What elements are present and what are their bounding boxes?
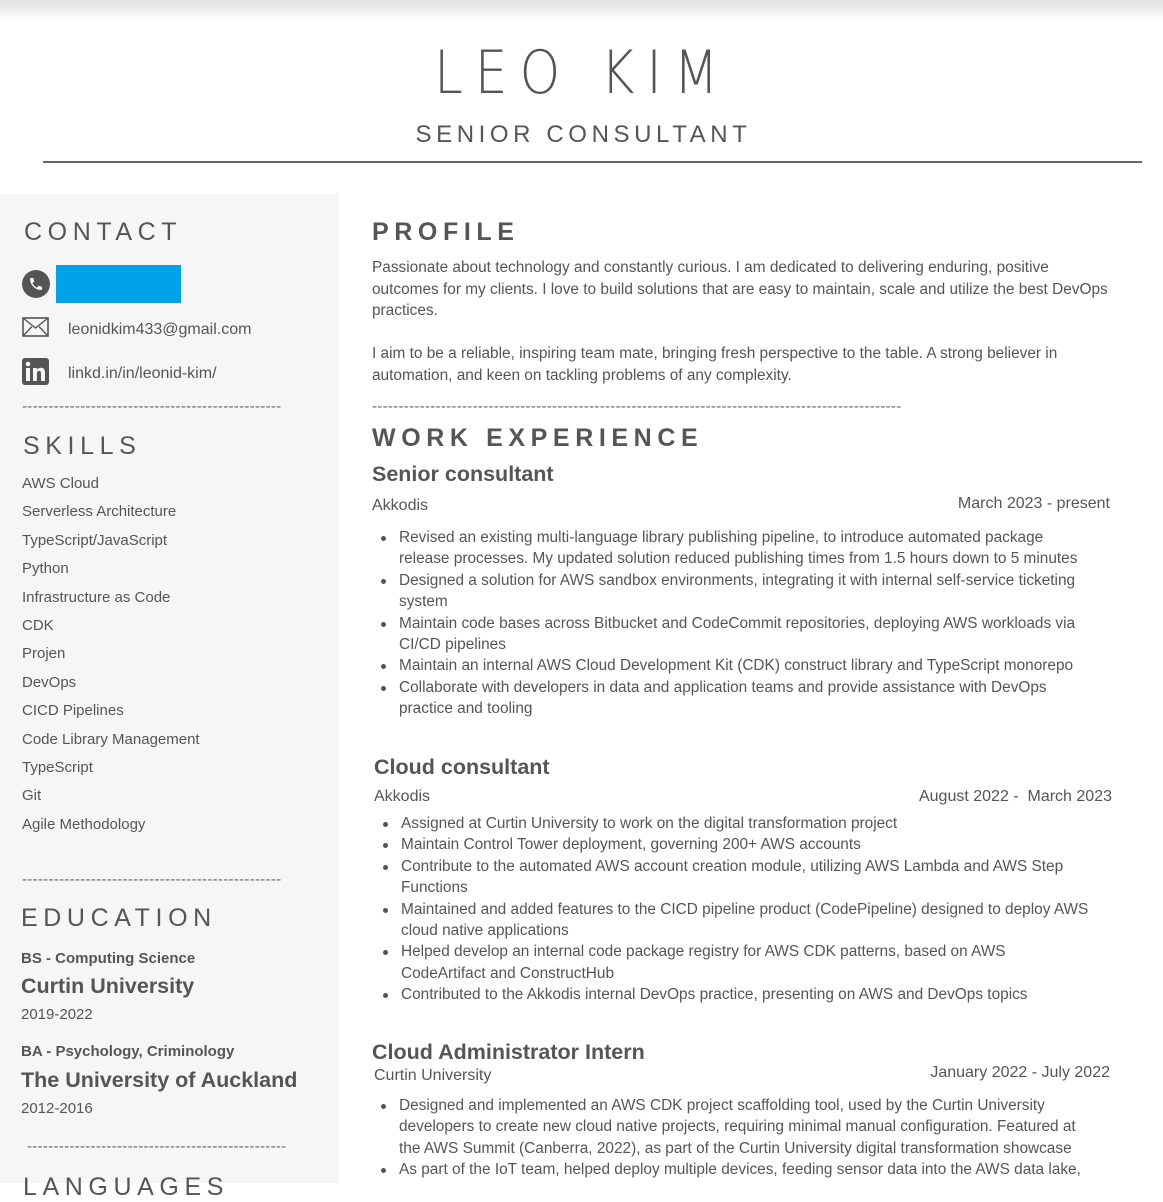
contact-heading: CONTACT [24, 218, 183, 246]
skills-heading: SKILLS [23, 432, 142, 460]
main-divider: ---------------------------------------------------------------------------------------------------- [372, 398, 902, 415]
sidebar-divider: ------------------------------------------------- [27, 1138, 287, 1155]
email-link[interactable]: leonidkim433@gmail.com [68, 320, 252, 338]
job-dates: March 2023 - present [957, 495, 1110, 512]
profile-paragraph: I aim to be a reliable, inspiring team mate, bringing fresh perspective to the table. A strong believer in automation, and keen on tackling problems of any complexity. [372, 345, 1058, 384]
skill-item: Serverless Architecture [22, 503, 177, 521]
job-company: Akkodis [374, 788, 431, 805]
skill-item: Python [22, 560, 69, 578]
job-bullet: Collaborate with developers in data and application teams and provide assistance with DevOps practice and tooling [372, 677, 1092, 720]
job-bullets [372, 527, 1092, 720]
job-bullet: Helped develop an internal code package registry for AWS CDK patterns, based on AWS CodeArtifact and ConstructHub [374, 941, 1094, 984]
skill-item: Agile Methodology [22, 815, 146, 833]
skills-list [22, 473, 200, 842]
phone-icon [22, 270, 50, 298]
job-bullets [372, 1095, 1092, 1181]
job-bullet: Maintain Control Tower deployment, governing 200+ AWS accounts [374, 834, 1094, 855]
phone-number-redacted [56, 265, 181, 303]
job-bullet: Maintain an internal AWS Cloud Development Kit (CDK) construct library and TypeScript monorepo [372, 655, 1092, 676]
job-bullet: Contribute to the automated AWS account creation module, utilizing AWS Lambda and AWS Step Functions [374, 856, 1094, 899]
skill-item: Git [22, 787, 42, 805]
education-degree: BS - Computing Science [21, 950, 196, 967]
profile-heading: PROFILE [372, 218, 520, 246]
header-divider [43, 161, 1142, 163]
work-experience-heading: WORK EXPERIENCE [372, 424, 704, 452]
education-years: 2019-2022 [21, 1006, 93, 1023]
skill-item: Code Library Management [22, 730, 200, 748]
contact-linkedin [22, 358, 217, 390]
sidebar [0, 194, 339, 1201]
job-company: Akkodis [372, 497, 429, 514]
job-bullet: As part of the IoT team, helped deploy multiple devices, feeding sensor data into the AWS data lake, [372, 1159, 1092, 1180]
skill-item: DevOps [22, 673, 77, 691]
education-school: The University of Auckland [21, 1068, 298, 1092]
sidebar-divider: ------------------------------------------------- [22, 871, 282, 888]
resume-header [0, 0, 1163, 194]
job-bullet: Designed and implemented an AWS CDK project scaffolding tool, used by the Curtin University developers to create new cloud native projects, requiring minimal manual configuration. Featured at the AWS Summit (Canberra, 2022), as part of the Curtin University digital transformation showcase [372, 1095, 1092, 1159]
skill-item: TypeScript/JavaScript [22, 531, 168, 549]
job-dates: January 2022 - July 2022 [930, 1064, 1110, 1081]
skill-item: CICD Pipelines [22, 702, 124, 720]
skill-item: CDK [22, 616, 54, 634]
job-bullets [374, 813, 1094, 1006]
contact-phone [22, 265, 181, 303]
profile-paragraph: Passionate about technology and constantly curious. I am dedicated to delivering enduring, positive outcomes for my clients. I love to build solutions that are easy to maintain, scale and utilize the best DevOps practices. [372, 259, 1108, 319]
job-bullet: Contributed to the Akkodis internal DevOps practice, presenting on AWS and DevOps topics [374, 984, 1094, 1005]
job-company: Curtin University [374, 1067, 492, 1084]
candidate-name: LEO KIM [434, 38, 731, 108]
job-title: Cloud consultant [374, 755, 550, 779]
contact-email [22, 317, 251, 342]
job-bullet: Revised an existing multi-language library publishing pipeline, to introduce automated package release processes. My updated solution reduced publishing times from 1.5 hours down to 5 minutes [372, 527, 1092, 570]
linkedin-icon [22, 358, 49, 390]
job-bullet: Assigned at Curtin University to work on the digital transformation project [374, 813, 1094, 834]
envelope-icon [22, 317, 49, 342]
sidebar-divider: ------------------------------------------------- [22, 398, 282, 415]
candidate-title: SENIOR CONSULTANT [415, 121, 752, 148]
languages-heading: LANGUAGES [23, 1173, 230, 1201]
skill-item: TypeScript [22, 758, 93, 776]
skill-item: AWS Cloud [22, 475, 99, 492]
education-school: Curtin University [21, 974, 195, 998]
job-bullet: Maintained and added features to the CICD pipeline product (CodePipeline) designed to deploy AWS cloud native applications [374, 899, 1094, 942]
education-heading: EDUCATION [21, 904, 217, 932]
education-degree: BA - Psychology, Criminology [21, 1043, 235, 1060]
linkedin-link[interactable]: linkd.in/in/leonid-kim/ [68, 365, 217, 382]
job-title: Senior consultant [372, 462, 554, 486]
job-bullet: Maintain code bases across Bitbucket and CodeCommit repositories, deploying AWS workloads via CI/CD pipelines [372, 613, 1092, 656]
skill-item: Projen [22, 645, 66, 663]
education-years: 2012-2016 [21, 1100, 93, 1117]
job-bullet: Designed a solution for AWS sandbox environments, integrating it with internal self-service ticketing system [372, 570, 1092, 613]
job-dates: August 2022 - March 2023 [918, 788, 1112, 805]
job-title: Cloud Administrator Intern [372, 1040, 645, 1064]
skill-item: Infrastructure as Code [22, 588, 171, 606]
